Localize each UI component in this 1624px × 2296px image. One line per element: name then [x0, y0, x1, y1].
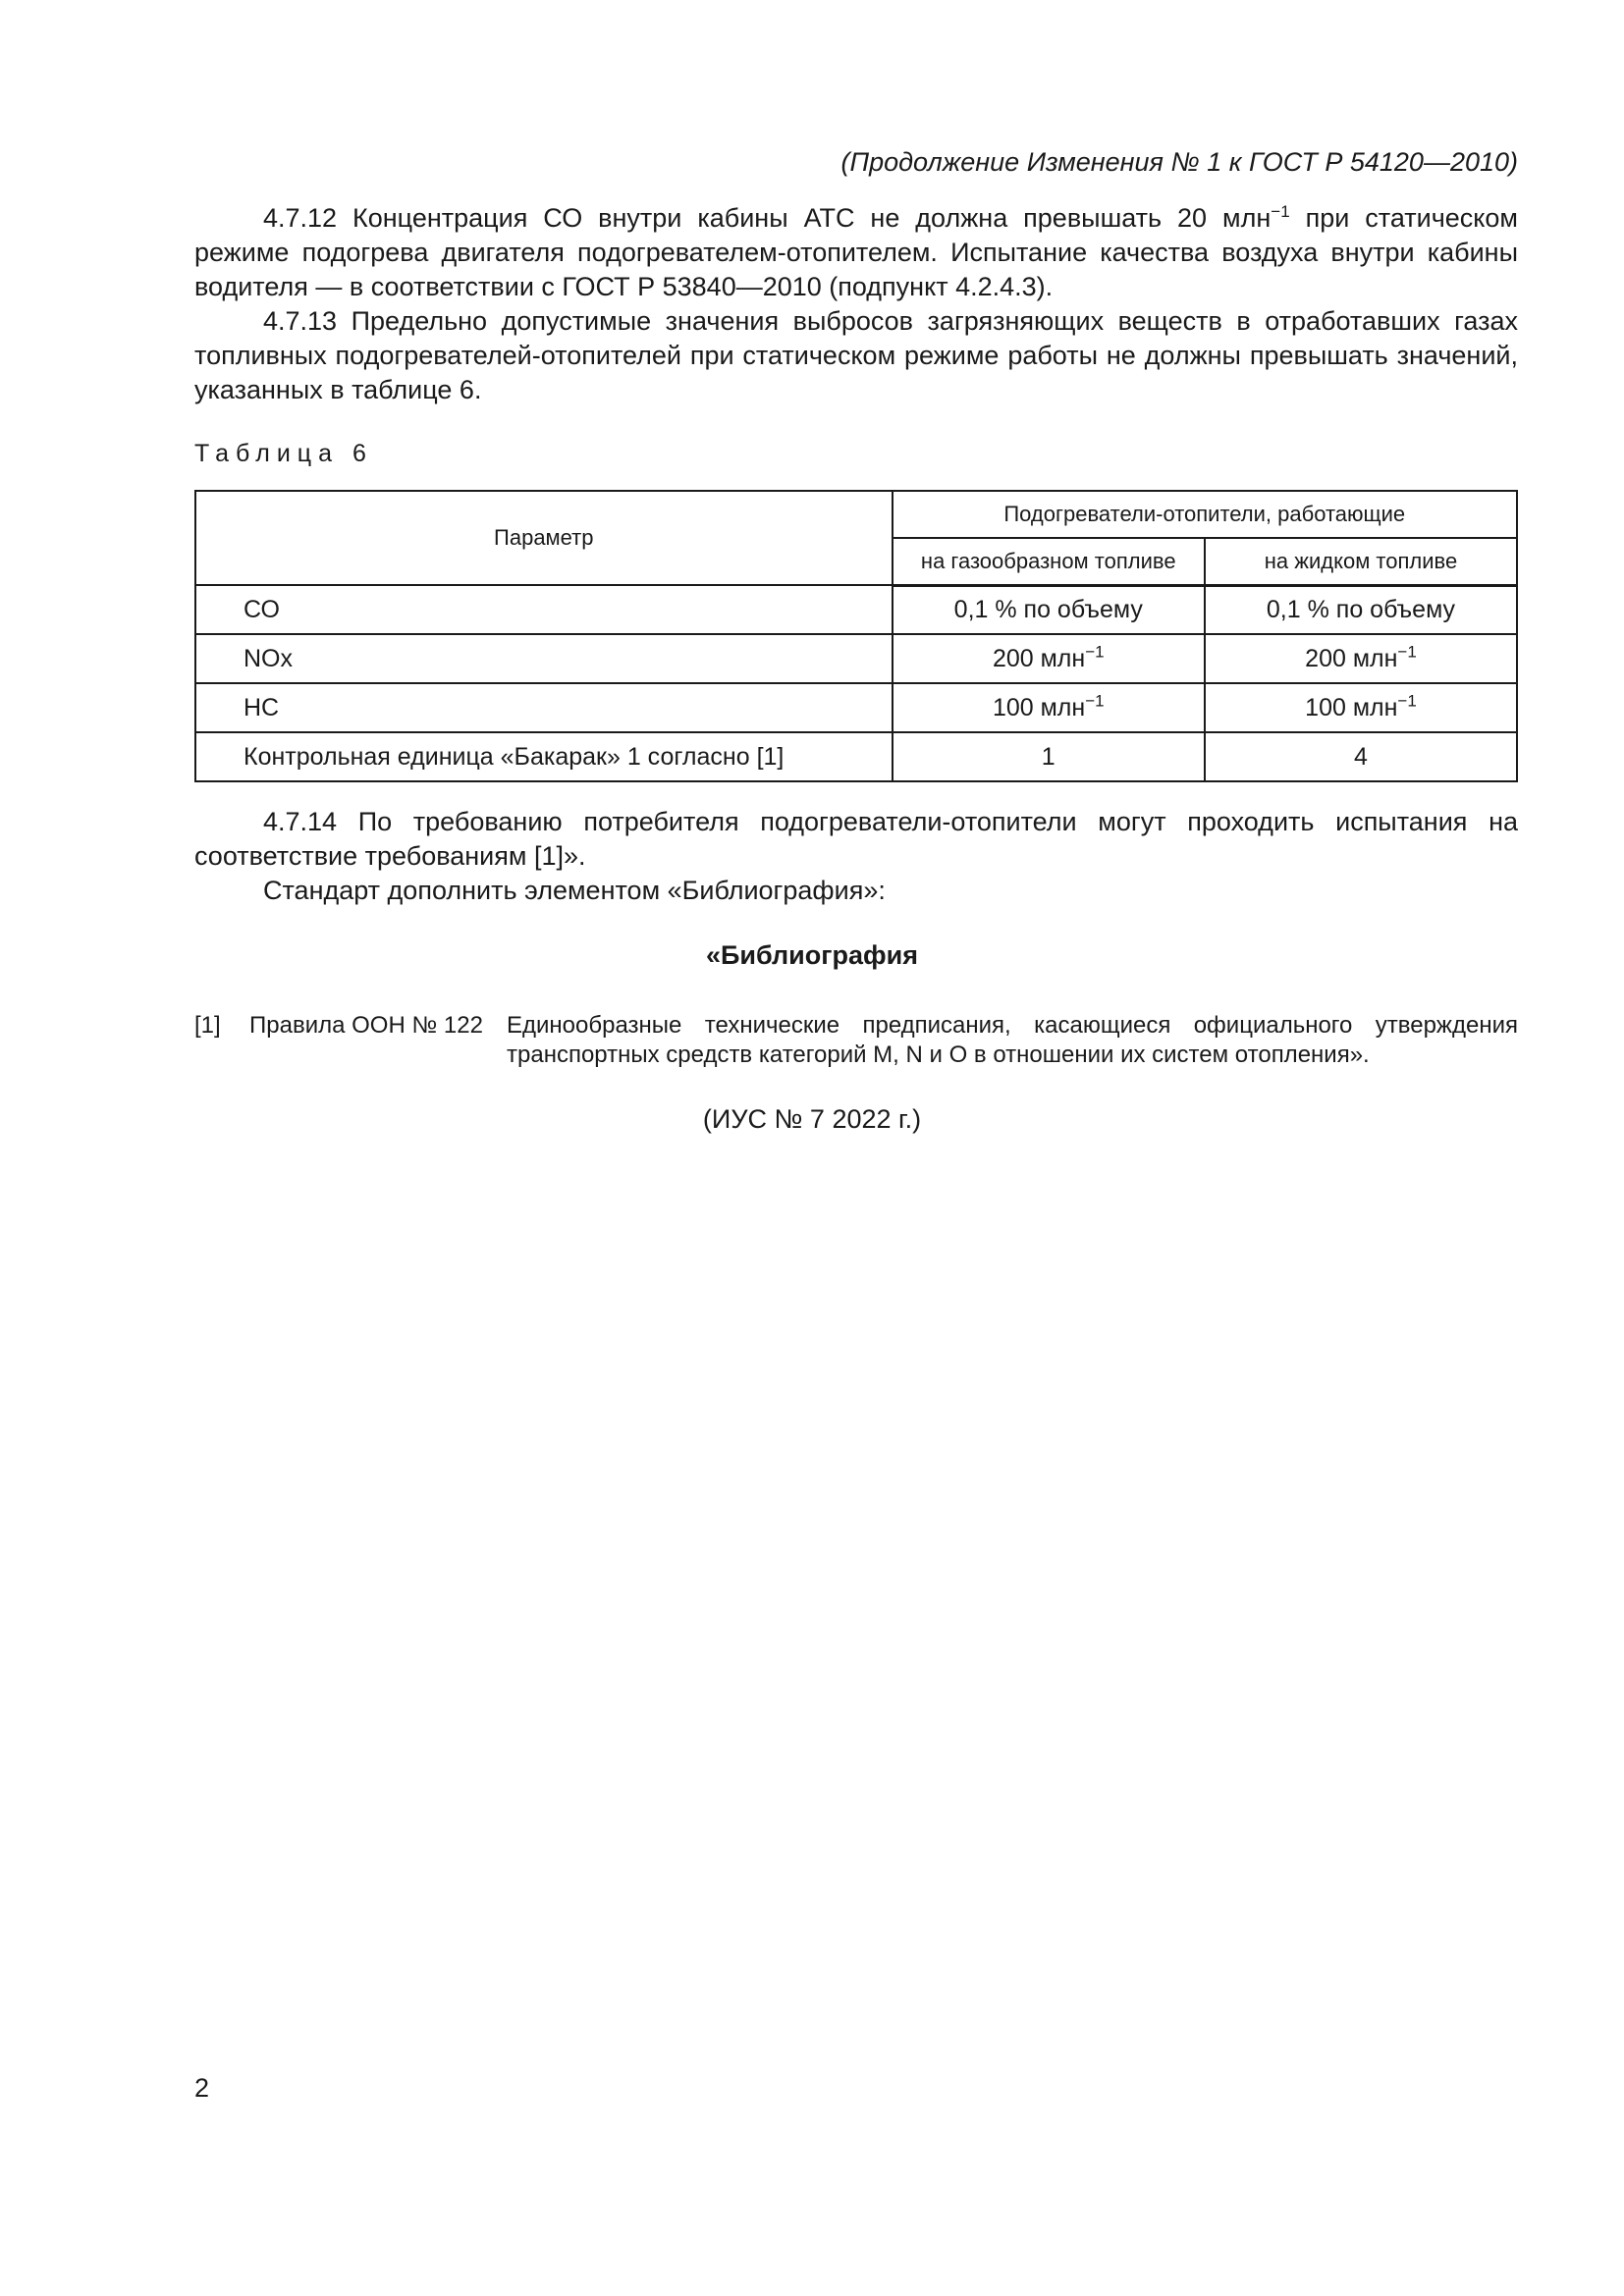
bibliography-entry-source: Правила ООН № 122 [249, 1012, 483, 1039]
row-liquid-value-text: 200 млн [1305, 644, 1398, 672]
row-parameter: СО [195, 585, 893, 634]
row-liquid-value-text: 100 млн [1305, 693, 1398, 721]
row-liquid-value [1205, 683, 1517, 732]
ius-reference: (ИУС № 7 2022 г.) [702, 1104, 922, 1134]
table-row [195, 683, 1517, 732]
row-gas-value [893, 634, 1205, 683]
table-caption: Таблица 6 [194, 440, 373, 467]
row-gas-value-text: 100 млн [992, 693, 1086, 721]
row-parameter: Контрольная единица «Бакарак» 1 согласно [1] [195, 732, 893, 781]
row-parameter: NOх [195, 634, 893, 683]
paragraph-bibliography-note: Стандарт дополнить элементом «Библиография»: [263, 876, 886, 905]
paragraph-4-7-13: 4.7.13 Предельно допустимые значения выбросов загрязняющих веществ в отработавших газах топливных подогревателей-отопителей при статическом режиме работы не должны превышать значений, указанных в таблице 6. [194, 306, 1518, 404]
header-group: Подогреватели-отопители, работающие [893, 491, 1517, 538]
row-liquid-value: 0,1 % по объему [1205, 585, 1517, 634]
header-gas-fuel: на газообразном топливе [893, 538, 1205, 585]
intro-section [194, 201, 1518, 407]
row-gas-value-text: 200 млн [992, 644, 1086, 672]
emissions-table [194, 490, 1518, 782]
row-parameter: НС [195, 683, 893, 732]
table-row [195, 732, 1517, 781]
row-gas-value: 0,1 % по объему [893, 585, 1205, 634]
bibliography-title: «Библиография [706, 940, 918, 970]
paragraph-4-7-12-text-a: 4.7.12 Концентрация СО внутри кабины АТС не должна превышать 20 млн [263, 203, 1272, 233]
document-header: (Продолжение Изменения № 1 к ГОСТ Р 54120—2010) [840, 147, 1518, 177]
header-parameter: Параметр [195, 491, 893, 585]
row-gas-value [893, 683, 1205, 732]
closing-section [194, 805, 1518, 908]
paragraph-4-7-14: 4.7.14 По требованию потребителя подогреватели-отопители могут проходить испытания на соответствие требованиям [1]». [194, 807, 1518, 871]
superscript-unit: −1 [1271, 202, 1290, 221]
header-liquid-fuel: на жидком топливе [1205, 538, 1517, 585]
paragraph-4-7-12-text-b: при статическом режиме подогрева двигателя подогревателем-отопителем. Испытание качества воздуха внутри кабины водителя — в соответствии с ГОСТ Р 53840—2010 (подпункт 4.2.4.3). [194, 203, 1518, 301]
row-liquid-value: 4 [1205, 732, 1517, 781]
row-liquid-value [1205, 634, 1517, 683]
paragraph-4-7-12 [194, 201, 1518, 304]
page-number: 2 [194, 2073, 210, 2103]
bibliography-entry-number: [1] [194, 1012, 221, 1039]
table-row [195, 585, 1517, 634]
table-row [195, 634, 1517, 683]
superscript-unit: −1 [1397, 691, 1417, 711]
superscript-unit: −1 [1085, 642, 1105, 662]
superscript-unit: −1 [1085, 691, 1105, 711]
row-gas-value: 1 [893, 732, 1205, 781]
bibliography-entry-description: Единообразные технические предписания, касающиеся официального утверждения транспортных средств категорий M, N и O в отношении их систем отопления». [507, 1012, 1518, 1068]
superscript-unit: −1 [1397, 642, 1417, 662]
